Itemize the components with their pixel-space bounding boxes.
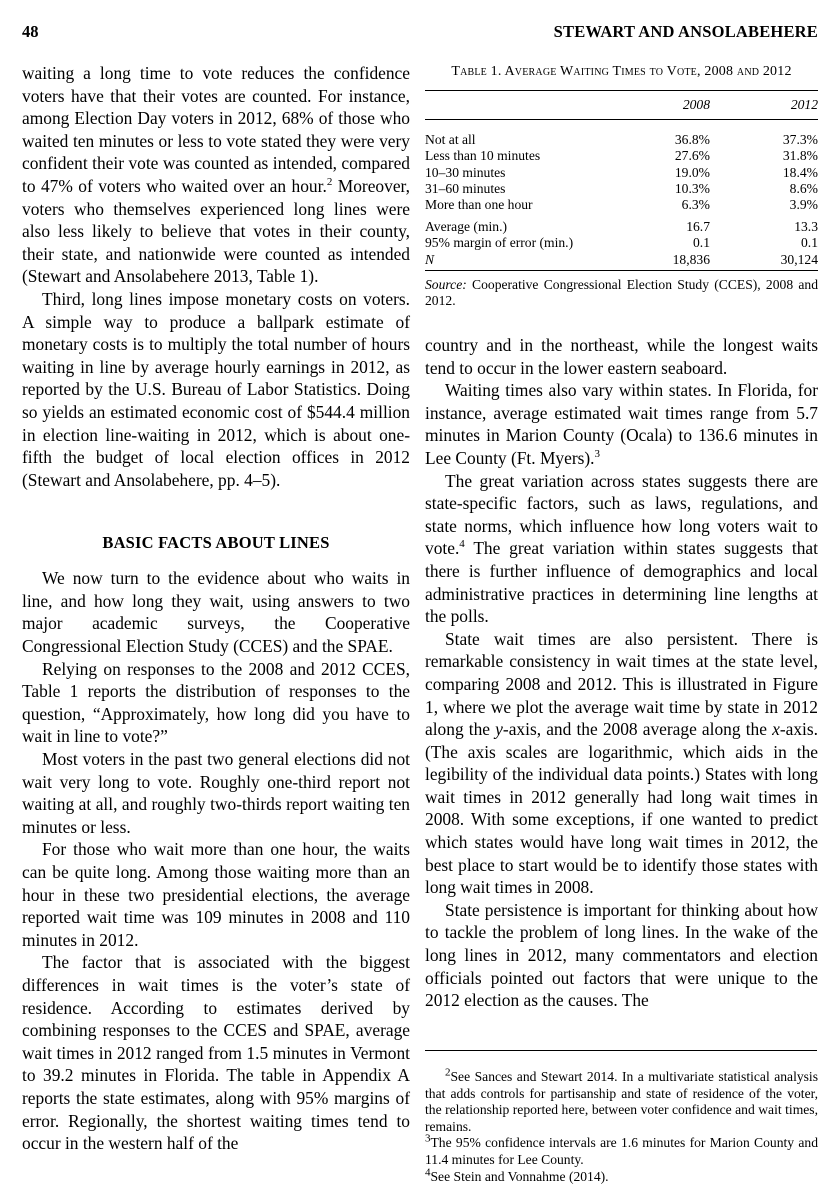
column-header-2012: 2012 bbox=[790, 97, 818, 112]
paragraph: The factor that is associated with the biggest differences in wait times is the voter’s state of residence. According to estimates derived by combining responses to the CCES and SPAE, average wait times in 2012 ranged from 1.5 minutes in Vermont to 39.2 minutes in Florida. The table in Appendix A reports the state estimates, along with 95% margins of error. Regionally, the shortest waiting times tend to occur in the western half of the bbox=[22, 952, 410, 1154]
footnotes bbox=[425, 1050, 818, 1185]
paragraph: We now turn to the evidence about who waits in line, and how long they wait, using answers to two major academic surveys, the Cooperative Congressional Election Study (CCES) and the SPAE. bbox=[22, 568, 410, 657]
footnote: $^4$See Stein and Vonnahme (2014). bbox=[425, 1166, 609, 1184]
column-header-2008: 2008 bbox=[682, 97, 710, 112]
table-row: 10–30 minutes 19.0% 18.4% bbox=[425, 164, 818, 180]
footnote-marker[interactable]: 2 bbox=[326, 176, 333, 189]
footnote-marker[interactable]: 3 bbox=[594, 448, 601, 461]
left-column bbox=[22, 62, 410, 1155]
footnote: $^2$See Sances and Stewart 2014. In a multivariate statistical analysis that adds controls for partisanship and state of residence of the voter, the relationship reported here, between voter confidence and wait times, remains. bbox=[425, 1066, 818, 1134]
table-source-note: Source: Cooperative Congressional Election Study (CCES), 2008 and 2012. bbox=[425, 276, 818, 308]
footnote-marker[interactable]: 4 bbox=[459, 538, 465, 551]
table-row: N 18,836 30,124 bbox=[425, 252, 818, 271]
table-title: Table 1. Average Waiting Times to Vote, 2008 and 2012 bbox=[451, 64, 792, 79]
table-header-row bbox=[425, 91, 818, 120]
waiting-times-table bbox=[425, 90, 818, 271]
paragraph: country and in the northeast, while the longest waits tend to occur in the lower eastern seaboard. bbox=[425, 335, 818, 378]
paragraph: Waiting times also vary within states. In Florida, for instance, average estimated wait times range from 5.7 minutes in Marion County (Ocala) to 136.6 minutes in Lee County (Ft. Myers).$^3$ bbox=[425, 380, 818, 468]
running-title: STEWART AND ANSOLABEHERE bbox=[553, 22, 818, 41]
table-row: More than one hour 6.3% 3.9% bbox=[425, 197, 818, 213]
page-number: 48 bbox=[22, 22, 39, 41]
paragraph: waiting a long time to vote reduces the confidence voters have that their votes are counted. For instance, among Election Day voters in 2012, 68% of those who waited ten minutes or less to vote stated they were very confident their vote was counted as intended, compared to 47% of voters who waited over an hour.$^2$ Moreover, voters who themselves experienced long lines were also less likely to believe that votes in their county, their state, and nationwide were counted as intended (Stewart and Ansolabehere 2013, Table 1). bbox=[22, 63, 410, 287]
running-header bbox=[22, 22, 818, 44]
table-row: Average (min.) 16.7 13.3 bbox=[425, 219, 818, 235]
paragraph: For those who wait more than one hour, the waits can be quite long. Among those waiting more than an hour in these two presidential elections, the average reported wait time was 109 minutes in 2008 and 110 minutes in 2012. bbox=[22, 839, 410, 950]
right-column bbox=[425, 62, 818, 1012]
paragraph: Third, long lines impose monetary costs on voters. A simple way to produce a ballpark estimate of monetary costs is to multiply the total number of hours waiting in line by average hourly earnings in 2012, as reported by the U.S. Bureau of Labor Statistics. Doing so yields an estimated economic cost of $544.4 million in election line-waiting in 2012, which is about one-fifth the budget of local election offices in 2012 (Stewart and Ansolabehere, pp. 4–5). bbox=[22, 288, 410, 490]
paragraph: Most voters in the past two general elections did not wait very long to vote. Roughly one-third report not waiting at all, and roughly two-thirds report waiting ten minutes or less. bbox=[22, 749, 410, 837]
section-heading: BASIC FACTS ABOUT LINES bbox=[102, 533, 330, 553]
paragraph: The great variation across states suggests there are state-specific factors, such as laws, regulations, and state norms, which influence how long voters wait to vote.$^4$ The great variation within states suggests that there is further influence of demographics and local administrative practices in determining line lengths at the polls. bbox=[425, 470, 818, 627]
paragraph: State persistence is important for thinking about how to tackle the problem of long lines. In the wake of the long lines in 2012, many commentators and election officials pointed out factors that were unique to the 2012 election as the causes. The bbox=[425, 899, 818, 1011]
table-1 bbox=[425, 64, 818, 334]
footnote: $^3$The 95% confidence intervals are 1.6 minutes for Marion County and 11.4 minutes for Lee County. bbox=[425, 1132, 818, 1167]
paragraph: Relying on responses to the 2008 and 2012 CCES, Table 1 reports the distribution of responses to the question, “Approximately, how long did you have to wait in line to vote?” bbox=[22, 658, 410, 747]
table-row: 31–60 minutes 10.3% 8.6% bbox=[425, 180, 818, 196]
table-row: Not at all 36.8% 37.3% bbox=[425, 132, 818, 148]
table-row: Less than 10 minutes 27.6% 31.8% bbox=[425, 148, 818, 164]
paragraph: State wait times are also persistent. There is remarkable consistency in wait times at the state level, comparing 2008 and 2012. This is illustrated in Figure 1, where we plot the average wait time by state in 2012 along the y-axis, and the 2008 average along the x-axis. (The axis scales are logarithmic, which aids in the legibility of the individual data points.) States with long wait times in 2012 generally had long wait times in 2008. With some exceptions, if one wanted to predict which states would have long wait times in 2012, the best place to start would be to identify those states with long wait times in 2008. bbox=[425, 628, 818, 898]
table-row: 95% margin of error (min.) 0.1 0.1 bbox=[425, 235, 818, 251]
